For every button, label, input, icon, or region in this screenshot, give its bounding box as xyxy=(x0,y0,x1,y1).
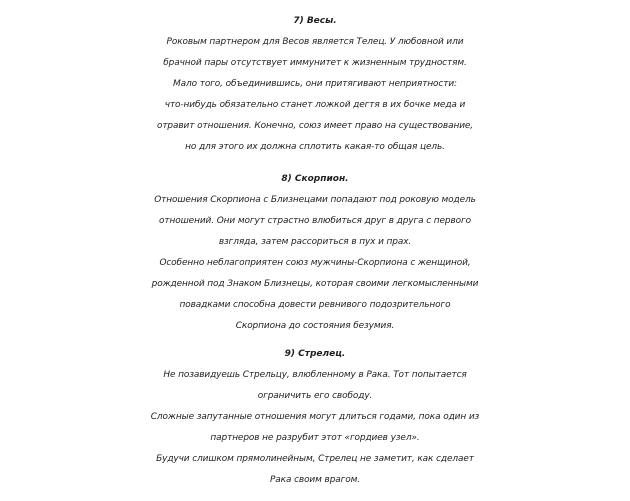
paragraph-line: Отношения Скорпиона с Близнецами попадают под роковую модель xyxy=(154,195,476,205)
paragraph-line: Роковым партнером для Весов является Телец. У любовной или xyxy=(166,37,464,47)
paragraph-line: что-нибудь обязательно станет ложкой дегтя в их бочке меда и xyxy=(164,100,466,110)
section-title: 8) Скорпион. xyxy=(281,174,349,184)
paragraph-line: отравит отношения. Конечно, союз имеет право на существование, xyxy=(156,121,474,131)
paragraph-line: но для этого их должна сплотить какая-то общая цель. xyxy=(185,142,445,152)
paragraph-line: Не позавидуешь Стрельцу, влюбленному в Рака. Тот попытается xyxy=(163,370,467,380)
paragraph-line: Сложные запутанные отношения могут длиться годами, пока один из xyxy=(150,412,480,422)
section-sagittarius xyxy=(0,344,630,491)
paragraph-line: Скорпиона до состояния безумия. xyxy=(235,321,395,331)
paragraph-line: партнеров не разрубит этот «гордиев узел». xyxy=(210,433,420,443)
paragraph-line: Мало того, объединившись, они притягивают неприятности: xyxy=(173,79,457,89)
paragraph-line: брачной пары отсутствует иммунитет к жизненным трудностям. xyxy=(163,58,467,68)
paragraph-line: повадками способна довести ревнивого подозрительного xyxy=(179,300,451,310)
paragraph-line: рожденной под Знаком Близнецы, которая своими легкомысленными xyxy=(151,279,479,289)
paragraph-line: ограничить его свободу. xyxy=(257,391,373,401)
paragraph-line: Особенно неблагоприятен союз мужчины-Скорпиона с женщиной, xyxy=(159,258,471,268)
section-title: 9) Стрелец. xyxy=(284,349,346,359)
section-libra xyxy=(0,11,630,158)
paragraph-line: Будучи слишком прямолинейным, Стрелец не заметит, как сделает xyxy=(156,454,474,464)
paragraph-line: взгляда, затем рассориться в пух и прах. xyxy=(218,237,412,247)
section-scorpio xyxy=(0,169,630,337)
section-title: 7) Весы. xyxy=(293,16,337,26)
paragraph-line: отношений. Они могут страстно влюбиться друг в друга с первого xyxy=(159,216,471,226)
paragraph-line: Рака своим врагом. xyxy=(270,475,360,485)
